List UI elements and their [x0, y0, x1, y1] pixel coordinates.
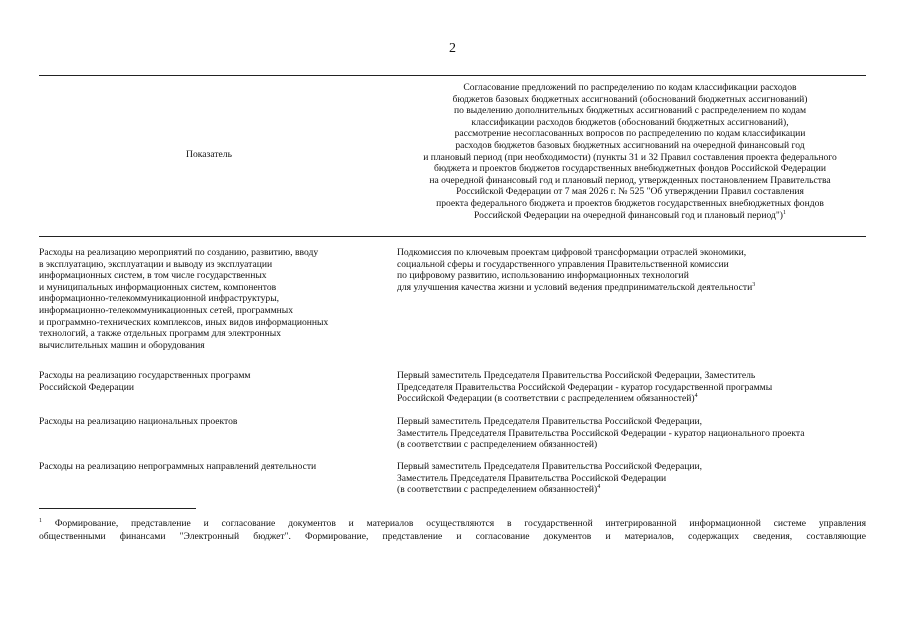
indicator-text-line: информационно-телекоммуникационных сетей, программных	[39, 304, 294, 316]
indicator-text-line: и муниципальных информационных систем, компонентов	[39, 281, 277, 293]
table-top-rule	[39, 75, 866, 76]
approver-text-line: социальной сферы и государственного управления Правительственной комиссии	[397, 258, 729, 270]
footnote-reference[interactable]: 4	[597, 484, 601, 490]
approver-text-line: Подкомиссия по ключевым проектам цифровой трансформации отраслей экономики,	[397, 247, 747, 258]
approver-text-line: (в соответствии с распределением обязанностей)	[397, 439, 598, 451]
approver-text-line: Первый заместитель Председателя Правительства Российской Федерации, Заместитель	[397, 370, 756, 381]
header-text-line: бюджетов базовых бюджетных ассигнований (обоснований бюджетных ассигнований)	[452, 93, 808, 105]
row-4-approver	[397, 461, 867, 496]
footnote-reference[interactable]: 4	[694, 393, 698, 399]
footnote-text: общественными финансами "Электронный бюджет". Формирование, представление и согласование документов и материалов, содержащих сведения, составляющие	[39, 531, 866, 542]
approver-text-line: Председателя Правительства Российской Федерации - куратор государственной программы	[397, 381, 773, 393]
header-text-line: классификации расходов бюджетов (обоснований бюджетных ассигнований),	[471, 116, 789, 128]
row-4-indicator	[39, 461, 379, 473]
approver-text-line: Российской Федерации (в соответствии с распределением обязанностей)$^4$	[397, 393, 698, 405]
header-text-line: рассмотрение несогласованных вопросов по распределению по кодам классификации	[454, 128, 806, 140]
approver-text-line: Первый заместитель Председателя Правительства Российской Федерации,	[397, 461, 703, 472]
header-indicator: Показатель	[186, 149, 232, 160]
indicator-text-line: и программно-технических комплексов, иных видов информационных	[39, 316, 329, 328]
indicator-text-line: Расходы на реализацию мероприятий по созданию, развитию, вводу	[39, 247, 319, 258]
approver-text-line: Заместитель Председателя Правительства Российской Федерации - куратор национального проекта	[397, 427, 805, 439]
indicator-text-line: Расходы на реализацию непрограммных направлений деятельности	[39, 461, 317, 472]
header-text-line: Согласование предложений по распределению по кодам классификации расходов	[463, 82, 797, 93]
header-text-line: бюджета и проектов бюджетов государственных внебюджетных фондов Российской Федерации	[433, 163, 827, 175]
row-1-approver	[397, 247, 867, 293]
footnote-reference[interactable]: 3	[752, 281, 756, 288]
header-text-line: Российской Федерации на очередной финансовый год и плановый период")$^1$	[473, 209, 786, 221]
row-1-indicator	[39, 247, 379, 351]
indicator-text-line: информационно-телекоммуникационной инфраструктуры,	[39, 293, 280, 305]
approver-text-line: Заместитель Председателя Правительства Российской Федерации	[397, 472, 667, 484]
indicator-text-line: Расходы на реализацию национальных проектов	[39, 416, 238, 427]
approver-text-line: (в соответствии с распределением обязанностей)$^4$	[397, 484, 601, 496]
footnote-text: Формирование, представление и согласование документов и материалов осуществляются в государственной интегрированной информационной системе управления	[54, 518, 866, 529]
indicator-text-line: в эксплуатацию, эксплуатации и выводу из эксплуатации	[39, 258, 273, 270]
footnote-text-line	[39, 517, 866, 530]
header-approval-column	[390, 82, 870, 221]
header-text-line: Российской Федерации от 7 мая 2026 г. № 525 "Об утверждении Правил составления	[456, 186, 804, 198]
footnote-text-line	[39, 530, 866, 543]
indicator-text-line: технологий, а также отдельных программ для электронных	[39, 328, 282, 340]
header-text-line: проекта федерального бюджета и проектов бюджетов государственных внебюджетных фондов	[436, 197, 824, 209]
indicator-text-line: Российской Федерации	[39, 381, 134, 393]
indicator-text-line: вычислительных машин и оборудования	[39, 339, 205, 351]
row-3-approver	[397, 416, 867, 451]
indicator-text-line: информационных систем, в том числе государственных	[39, 270, 267, 282]
header-text-line: и плановый период (при необходимости) (пункты 31 и 32 Правил составления проекта федерального	[423, 151, 837, 163]
footnote-reference[interactable]: 1	[783, 209, 786, 216]
footnote	[39, 517, 866, 543]
header-bottom-rule	[39, 236, 866, 237]
approver-text-line: Первый заместитель Председателя Правительства Российской Федерации,	[397, 416, 703, 427]
indicator-text-line: Расходы на реализацию государственных программ	[39, 370, 251, 381]
header-text-line: по выделению дополнительных бюджетных ассигнований с распределением по кодам	[453, 105, 807, 117]
footnote-separator	[39, 508, 196, 509]
header-text-line: расходов бюджетов базовых бюджетных ассигнований на очередной финансовый год	[455, 139, 805, 151]
header-text-line: на очередной финансовый год и плановый период, утвержденных постановлением Правительства	[429, 174, 831, 186]
page-number: 2	[449, 41, 456, 56]
footnote-marker: 1	[39, 517, 42, 524]
row-3-indicator	[39, 416, 379, 428]
row-2-approver	[397, 370, 867, 405]
approver-text-line: для улучшения качества жизни и условий ведения предпринимательской деятельности$^3$	[397, 281, 756, 293]
approver-text-line: по цифровому развитию, использованию информационных технологий	[397, 270, 689, 282]
row-2-indicator	[39, 370, 379, 393]
